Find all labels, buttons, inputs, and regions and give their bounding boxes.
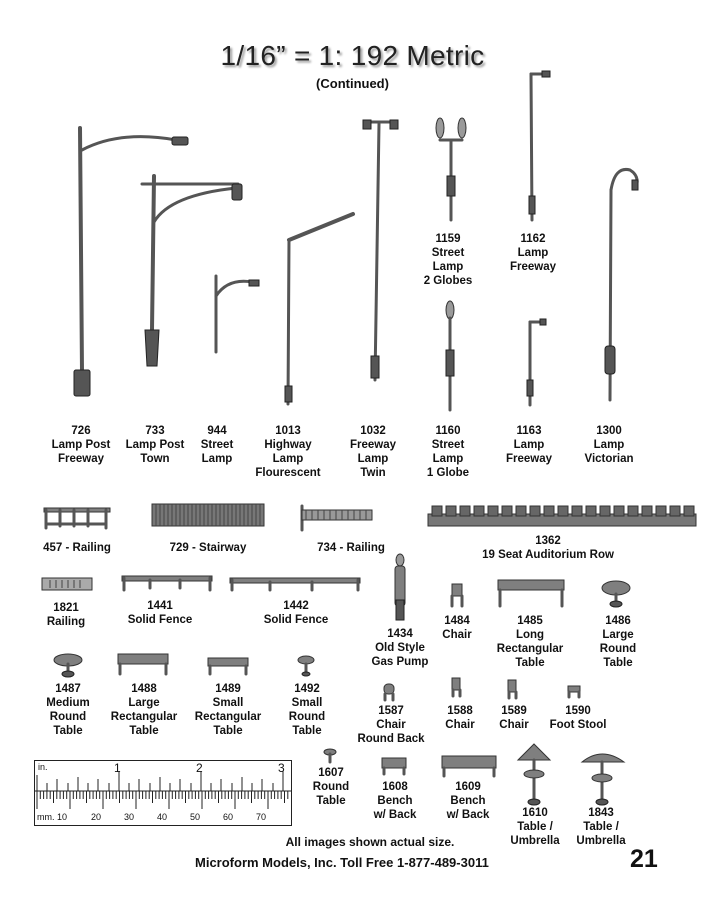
lamp-1013-image (285, 214, 353, 404)
table-1607-image (324, 749, 336, 762)
label-1013: 1013 Highway Lamp Flourescent (255, 425, 321, 479)
label-1487: 1487 Medium Round Table (46, 683, 90, 737)
label-1162: 1162 Lamp Freeway (509, 233, 557, 273)
railing-457-image (44, 508, 110, 528)
lamp-1032-image (363, 120, 398, 380)
label-1442: 1442 Solid Fence (263, 600, 329, 626)
chair-1589-image (508, 680, 516, 698)
label-1163: 1163 Lamp Freeway (505, 425, 553, 465)
label-1159: 1159 Street Lamp 2 Globes (423, 233, 473, 287)
table-1488-image (118, 654, 168, 674)
ruler-inch-1: 1 (114, 761, 121, 775)
label-1492: 1492 Small Round Table (288, 683, 326, 737)
lamp-1160-image (446, 301, 454, 410)
label-1589: 1589 Chair (499, 705, 529, 731)
foot-stool-1590-image (568, 686, 580, 697)
label-1587: 1587 Chair Round Back (357, 705, 425, 745)
umbrella-table-1610-image (518, 744, 550, 805)
label-1441: 1441 Solid Fence (127, 600, 193, 626)
lamp-1159-image (436, 118, 466, 220)
page-subtitle: (Continued) (316, 76, 389, 91)
lamp-1162-image (529, 71, 550, 220)
table-1492-image (298, 656, 314, 676)
chair-1588-image (452, 678, 460, 696)
label-1588: 1588 Chair (445, 705, 475, 731)
label-1608: 1608 Bench w/ Back (373, 781, 417, 821)
ruler-mm-30: 30 (124, 812, 135, 822)
ruler-mm-unit: mm. (37, 812, 55, 822)
gas-pump-1434-image (395, 554, 405, 620)
chair-1587-image (384, 684, 394, 700)
auditorium-row-1362-image (428, 506, 696, 526)
label-1484: 1484 Chair (442, 615, 472, 641)
lamp-733-image (142, 176, 242, 366)
page-number: 21 (630, 845, 658, 873)
label-457: 457 - Railing (43, 542, 111, 554)
lamp-1163-image (527, 319, 546, 405)
ruler-inch-3: 3 (278, 761, 285, 775)
measurement-ruler (34, 760, 292, 826)
label-1488: 1488 Large Rectangular Table (110, 683, 178, 737)
ruler-mm-40: 40 (157, 812, 168, 822)
label-1610: 1610 Table / Umbrella (510, 807, 560, 847)
ruler-mm-70: 70 (256, 812, 267, 822)
lamp-944-image (216, 276, 259, 352)
railing-1821-image (42, 578, 92, 590)
bench-1608-image (382, 758, 406, 774)
label-1590: 1590 Foot Stool (549, 705, 607, 731)
ruler-mm-20: 20 (91, 812, 102, 822)
page-title: 1/16” = 1: 192 Metric (220, 40, 485, 71)
label-1609: 1609 Bench w/ Back (446, 781, 490, 821)
label-1843: 1843 Table / Umbrella (576, 807, 626, 847)
label-733: 733 Lamp Post Town (125, 425, 185, 465)
label-1362: 1362 19 Seat Auditorium Row (482, 535, 614, 561)
fence-1442-image (230, 578, 360, 590)
table-1489-image (208, 658, 248, 674)
label-734: 734 - Railing (317, 542, 385, 554)
label-1160: 1160 Street Lamp 1 Globe (426, 425, 470, 479)
label-1486: 1486 Large Round Table (599, 615, 637, 669)
ruler-inch-2: 2 (196, 761, 203, 775)
label-729: 729 - Stairway (169, 542, 247, 554)
chair-1484-image (452, 584, 462, 606)
stairway-729-image (152, 504, 264, 526)
actual-size-note: All images shown actual size. (285, 835, 455, 849)
bench-1609-image (442, 756, 496, 776)
label-1489: 1489 Small Rectangular Table (194, 683, 262, 737)
label-944: 944 Street Lamp (200, 425, 234, 465)
ruler-inch-unit: in. (38, 762, 48, 772)
label-1032: 1032 Freeway Lamp Twin (349, 425, 397, 479)
label-726: 726 Lamp Post Freeway (51, 425, 111, 465)
lamp-726-image (74, 128, 188, 396)
table-1486-image (602, 581, 630, 607)
label-1300: 1300 Lamp Victorian (584, 425, 634, 465)
table-1485-image (498, 580, 564, 606)
label-1821: 1821 Railing (46, 602, 86, 628)
railing-734-image (302, 506, 372, 530)
company-contact: Microform Models, Inc. Toll Free 1-877-489-3011 (195, 855, 489, 870)
umbrella-table-1843-image (582, 754, 624, 805)
ruler-mm-50: 50 (190, 812, 201, 822)
table-1487-image (54, 654, 82, 677)
label-1485: 1485 Long Rectangular Table (496, 615, 564, 669)
ruler-mm-60: 60 (223, 812, 234, 822)
lamp-1300-image (605, 169, 638, 400)
ruler-mm-10: 10 (57, 812, 68, 822)
label-1607: 1607 Round Table (312, 767, 350, 807)
fence-1441-image (122, 576, 212, 590)
label-1434: 1434 Old Style Gas Pump (371, 628, 429, 668)
